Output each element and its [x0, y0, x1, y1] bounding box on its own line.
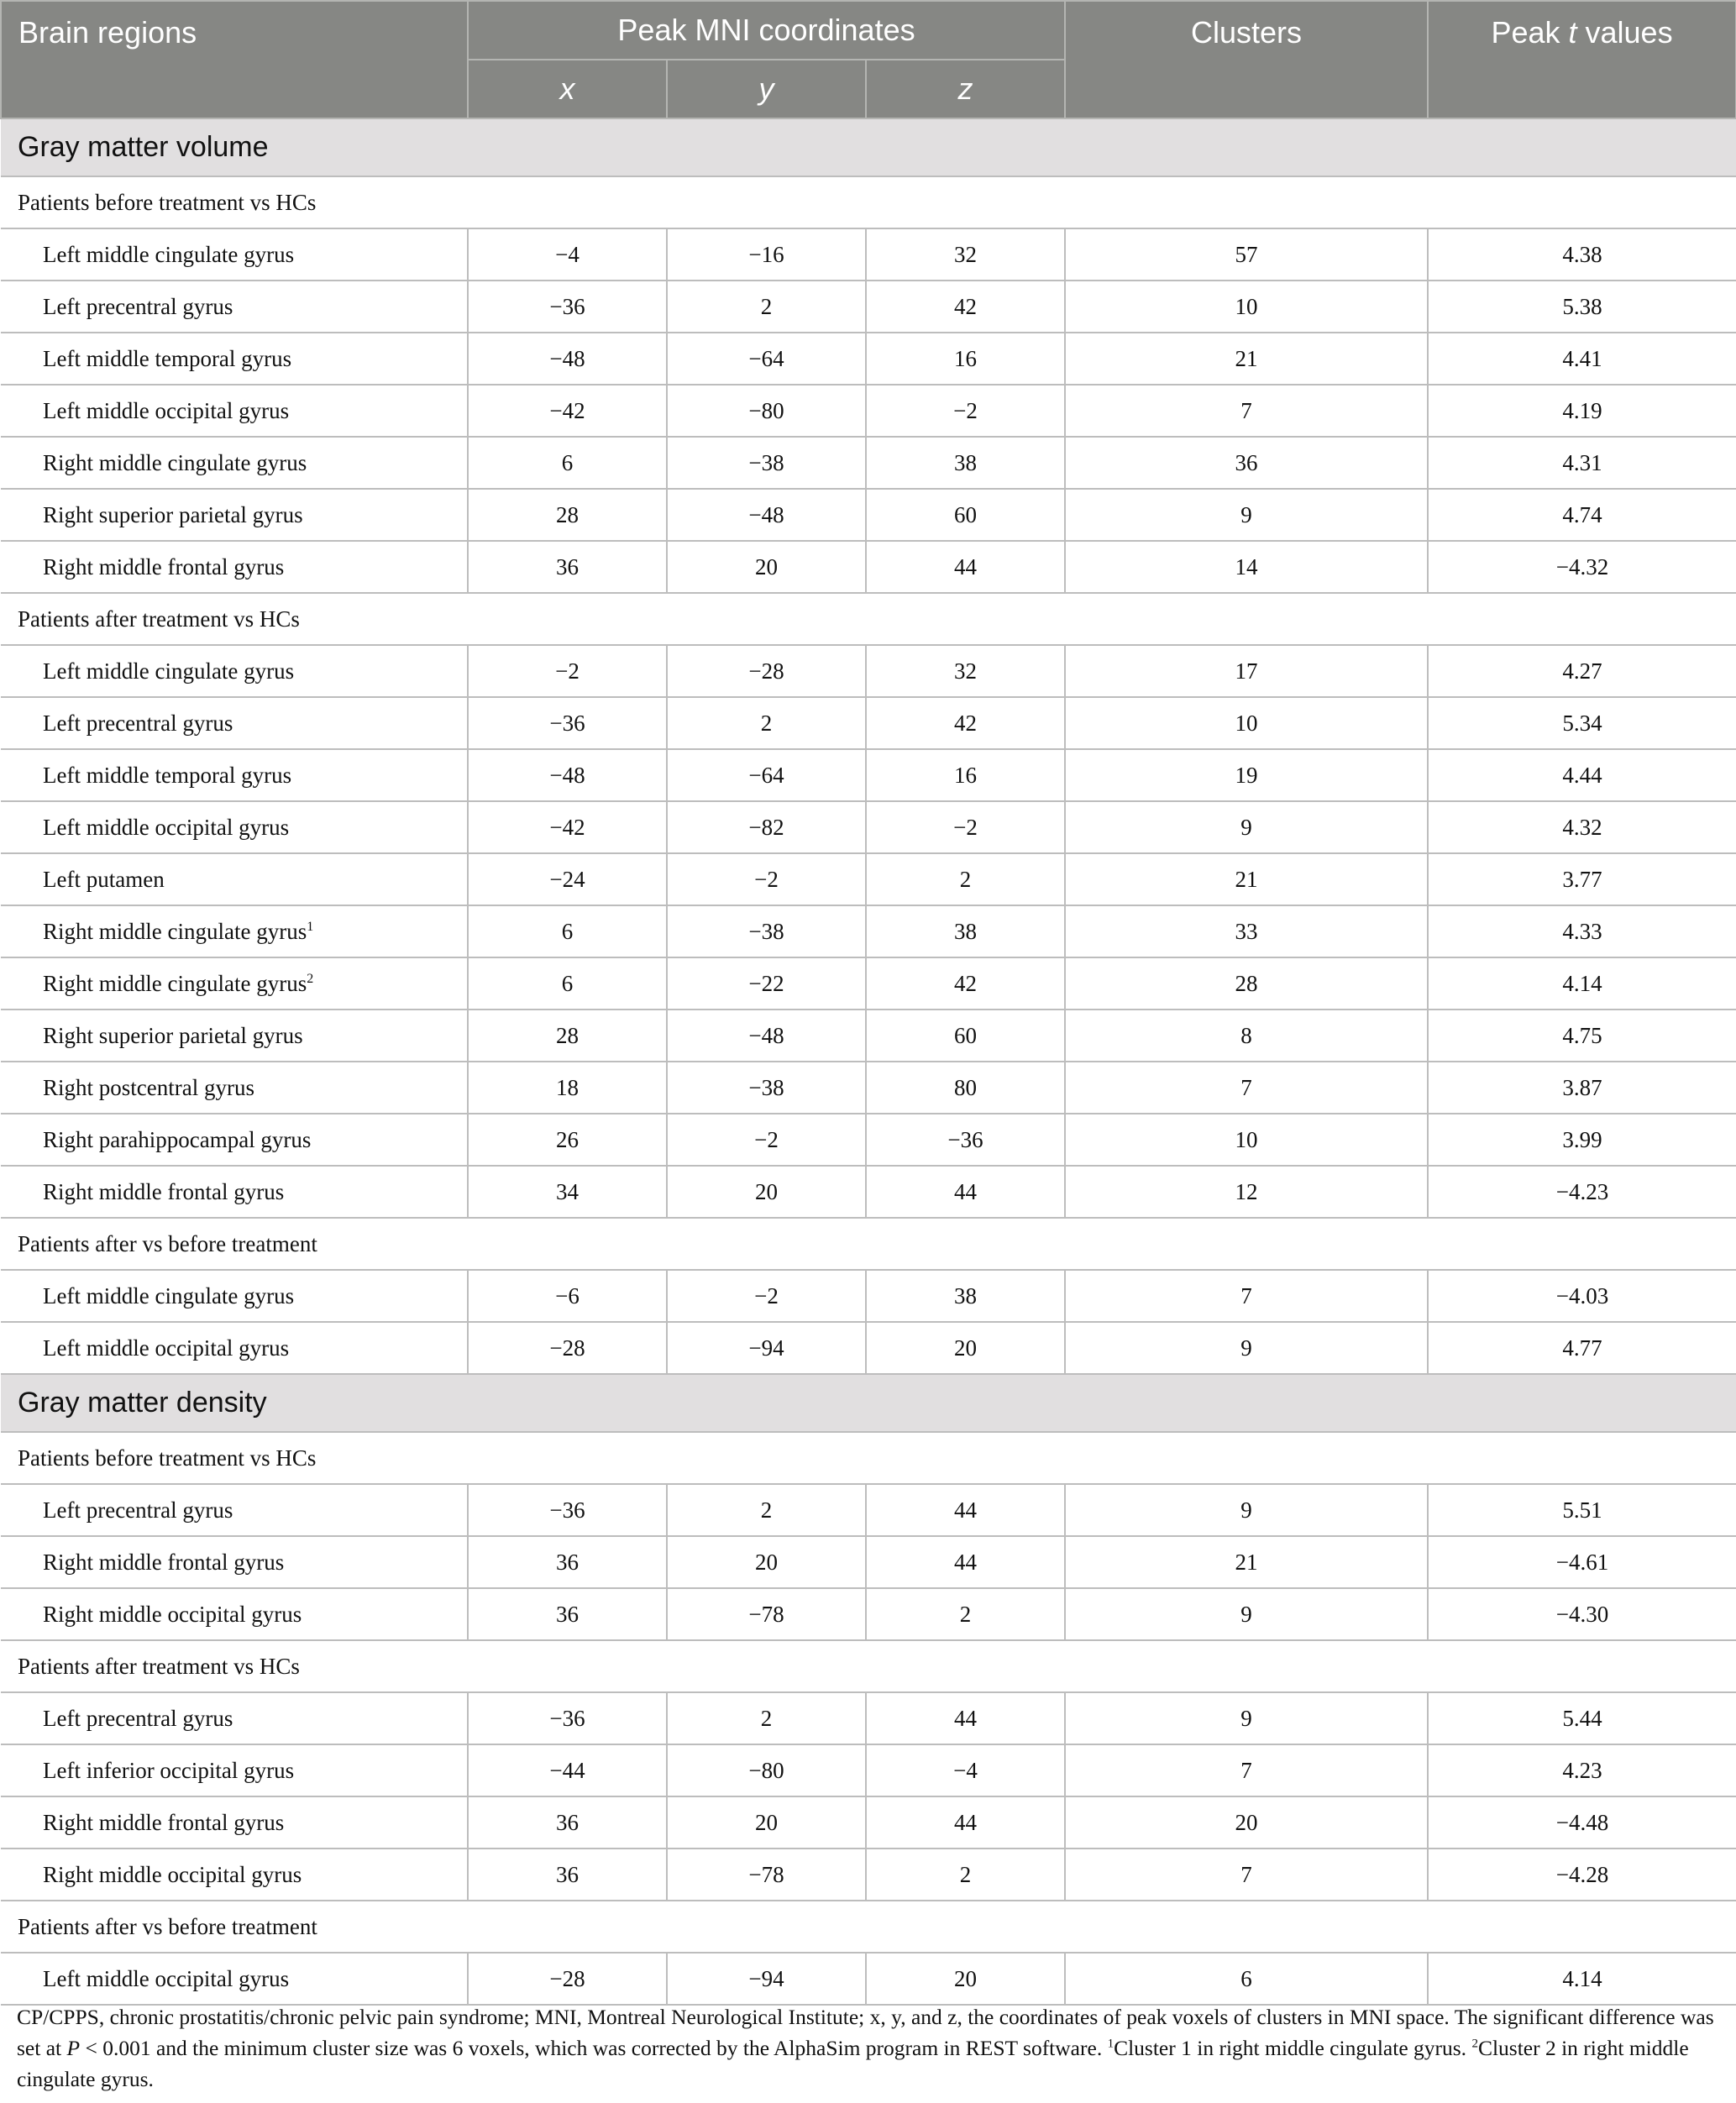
z-cell: 60 [866, 489, 1065, 541]
z-cell: 38 [866, 437, 1065, 489]
clusters-cell: 9 [1065, 489, 1428, 541]
z-cell: 44 [866, 1166, 1065, 1218]
y-cell: 20 [667, 541, 866, 593]
clusters-cell: 10 [1065, 281, 1428, 333]
table-header [1, 1, 1736, 118]
region-cell [1, 1322, 468, 1374]
t-value-cell: 3.99 [1428, 1114, 1736, 1166]
x-cell: 6 [468, 437, 667, 489]
t-value-cell: −4.23 [1428, 1166, 1736, 1218]
region-footnote-marker: 1 [307, 919, 314, 934]
header-clusters: Clusters [1065, 1, 1428, 118]
region-name: Right middle frontal gyrus [43, 1178, 285, 1204]
y-cell: 20 [667, 1796, 866, 1849]
region-cell [1, 853, 468, 905]
z-cell: 42 [866, 281, 1065, 333]
header-x: x [468, 60, 667, 118]
y-cell: −2 [667, 853, 866, 905]
table-row [1, 333, 1736, 385]
x-cell: −28 [468, 1953, 667, 2005]
clusters-cell: 7 [1065, 1849, 1428, 1901]
clusters-cell: 21 [1065, 333, 1428, 385]
group-label: Patients after treatment vs HCs [1, 593, 1736, 645]
table-footnote [17, 2001, 1722, 2095]
region-cell [1, 957, 468, 1010]
clusters-cell: 8 [1065, 1010, 1428, 1062]
region-name: Right middle cingulate gyrus [43, 918, 307, 944]
region-cell [1, 1270, 468, 1322]
header-y: y [667, 60, 866, 118]
z-cell: 32 [866, 228, 1065, 281]
y-cell: −78 [667, 1588, 866, 1640]
t-value-cell: 4.33 [1428, 905, 1736, 957]
table-row [1, 1270, 1736, 1322]
clusters-cell: 12 [1065, 1166, 1428, 1218]
y-cell: −82 [667, 801, 866, 853]
clusters-cell: 10 [1065, 1114, 1428, 1166]
region-name: Right postcentral gyrus [43, 1074, 254, 1100]
region-cell [1, 1953, 468, 2005]
y-cell: −2 [667, 1114, 866, 1166]
x-cell: 36 [468, 541, 667, 593]
table-row [1, 1114, 1736, 1166]
region-cell [1, 1062, 468, 1114]
region-cell [1, 1484, 468, 1536]
clusters-cell: 36 [1065, 437, 1428, 489]
z-cell: 42 [866, 957, 1065, 1010]
y-cell: −64 [667, 749, 866, 801]
header-peak-mni: Peak MNI coordinates [468, 1, 1065, 60]
region-name: Left middle temporal gyrus [43, 345, 292, 371]
table-row [1, 1062, 1736, 1114]
region-name: Left precentral gyrus [43, 1497, 233, 1523]
z-cell: 32 [866, 645, 1065, 697]
t-value-cell: −4.30 [1428, 1588, 1736, 1640]
table-row [1, 1166, 1736, 1218]
t-value-cell: −4.61 [1428, 1536, 1736, 1588]
clusters-cell: 10 [1065, 697, 1428, 749]
z-cell: −2 [866, 385, 1065, 437]
y-cell: −2 [667, 1270, 866, 1322]
table-row [1, 1322, 1736, 1374]
table-row [1, 697, 1736, 749]
x-cell: 36 [468, 1849, 667, 1901]
region-name: Right middle frontal gyrus [43, 1809, 285, 1835]
t-value-cell: 3.77 [1428, 853, 1736, 905]
t-value-cell: 4.19 [1428, 385, 1736, 437]
table-row [1, 228, 1736, 281]
region-name: Left middle cingulate gyrus [43, 241, 295, 267]
t-value-cell: 5.44 [1428, 1692, 1736, 1744]
region-name: Left middle occipital gyrus [43, 1965, 290, 1991]
z-cell: 80 [866, 1062, 1065, 1114]
clusters-cell: 28 [1065, 957, 1428, 1010]
region-name: Left precentral gyrus [43, 293, 233, 319]
clusters-cell: 7 [1065, 1744, 1428, 1796]
z-cell: 2 [866, 853, 1065, 905]
table-row [1, 1744, 1736, 1796]
z-cell: 42 [866, 697, 1065, 749]
x-cell: 36 [468, 1536, 667, 1588]
y-cell: −94 [667, 1953, 866, 2005]
region-cell [1, 1849, 468, 1901]
y-cell: 20 [667, 1536, 866, 1588]
t-value-cell: 5.38 [1428, 281, 1736, 333]
t-value-cell: 4.38 [1428, 228, 1736, 281]
x-cell: 34 [468, 1166, 667, 1218]
z-cell: 44 [866, 1796, 1065, 1849]
t-value-cell: 4.44 [1428, 749, 1736, 801]
table-row [1, 749, 1736, 801]
x-cell: 36 [468, 1588, 667, 1640]
table-row [1, 385, 1736, 437]
footnote-part3: Cluster 1 in right middle cingulate gyrus. [1114, 2036, 1472, 2060]
region-cell [1, 1744, 468, 1796]
region-name: Left inferior occipital gyrus [43, 1757, 295, 1783]
t-value-cell: −4.32 [1428, 541, 1736, 593]
group-label: Patients after vs before treatment [1, 1901, 1736, 1953]
region-cell [1, 1114, 468, 1166]
x-cell: −2 [468, 645, 667, 697]
header-brain-regions: Brain regions [1, 1, 468, 118]
y-cell: 20 [667, 1166, 866, 1218]
footnote-part1: CP/CPPS, chronic prostatitis/chronic pelvic pain syndrome; MNI, Montreal Neurological Institute; x, y, and z, the coordinates of peak voxels of clusters in MNI space. The significant difference was set at [17, 2005, 1714, 2060]
footnote-part2: < 0.001 and the minimum cluster size was 6 voxels, which was corrected by the AlphaSim program in REST software. [80, 2036, 1108, 2060]
header-peak-t [1428, 1, 1736, 118]
region-name: Right middle frontal gyrus [43, 553, 285, 580]
region-cell [1, 1588, 468, 1640]
z-cell: −36 [866, 1114, 1065, 1166]
group-row [1, 1640, 1736, 1692]
region-name: Right middle occipital gyrus [43, 1601, 302, 1627]
header-peak-t-post: values [1576, 15, 1673, 50]
region-name: Left middle occipital gyrus [43, 1335, 290, 1361]
z-cell: 16 [866, 333, 1065, 385]
group-label: Patients before treatment vs HCs [1, 176, 1736, 228]
footnote-sup2: 2 [1471, 2037, 1478, 2051]
x-cell: −24 [468, 853, 667, 905]
clusters-cell: 14 [1065, 541, 1428, 593]
group-row [1, 1432, 1736, 1484]
x-cell: −48 [468, 749, 667, 801]
section-row [1, 118, 1736, 176]
y-cell: −48 [667, 1010, 866, 1062]
group-label: Patients after vs before treatment [1, 1218, 1736, 1270]
clusters-cell: 9 [1065, 1692, 1428, 1744]
y-cell: 2 [667, 1484, 866, 1536]
clusters-cell: 57 [1065, 228, 1428, 281]
t-value-cell: 5.51 [1428, 1484, 1736, 1536]
x-cell: 26 [468, 1114, 667, 1166]
group-row [1, 1218, 1736, 1270]
y-cell: −48 [667, 489, 866, 541]
y-cell: −38 [667, 437, 866, 489]
region-name: Right middle cingulate gyrus [43, 449, 307, 475]
y-cell: −22 [667, 957, 866, 1010]
z-cell: 2 [866, 1849, 1065, 1901]
y-cell: −78 [667, 1849, 866, 1901]
group-row [1, 1901, 1736, 1953]
region-name: Right parahippocampal gyrus [43, 1126, 312, 1152]
x-cell: 6 [468, 957, 667, 1010]
region-cell [1, 1536, 468, 1588]
x-cell: −36 [468, 1692, 667, 1744]
table-row [1, 1953, 1736, 2005]
z-cell: −4 [866, 1744, 1065, 1796]
table-body [1, 118, 1736, 2005]
x-cell: −28 [468, 1322, 667, 1374]
region-cell [1, 333, 468, 385]
t-value-cell: −4.48 [1428, 1796, 1736, 1849]
table-row [1, 957, 1736, 1010]
table-row [1, 1010, 1736, 1062]
region-cell [1, 385, 468, 437]
clusters-cell: 9 [1065, 801, 1428, 853]
z-cell: 60 [866, 1010, 1065, 1062]
clusters-cell: 7 [1065, 385, 1428, 437]
y-cell: −80 [667, 1744, 866, 1796]
group-row [1, 593, 1736, 645]
region-cell [1, 697, 468, 749]
region-cell [1, 645, 468, 697]
t-value-cell: 4.75 [1428, 1010, 1736, 1062]
clusters-cell: 7 [1065, 1270, 1428, 1322]
z-cell: 20 [866, 1953, 1065, 2005]
group-label: Patients after treatment vs HCs [1, 1640, 1736, 1692]
x-cell: −48 [468, 333, 667, 385]
t-value-cell: 4.14 [1428, 957, 1736, 1010]
region-name: Right middle frontal gyrus [43, 1549, 285, 1575]
header-peak-t-pre: Peak [1491, 15, 1569, 50]
t-value-cell: 4.32 [1428, 801, 1736, 853]
region-name: Right middle cingulate gyrus [43, 970, 307, 996]
x-cell: −4 [468, 228, 667, 281]
table-row [1, 645, 1736, 697]
y-cell: −38 [667, 1062, 866, 1114]
clusters-cell: 17 [1065, 645, 1428, 697]
x-cell: −36 [468, 1484, 667, 1536]
group-label: Patients before treatment vs HCs [1, 1432, 1736, 1484]
region-name: Left putamen [43, 866, 165, 892]
t-value-cell: 4.23 [1428, 1744, 1736, 1796]
z-cell: 44 [866, 1536, 1065, 1588]
region-name: Right middle occipital gyrus [43, 1861, 302, 1887]
t-value-cell: 4.31 [1428, 437, 1736, 489]
y-cell: 2 [667, 1692, 866, 1744]
t-value-cell: 4.27 [1428, 645, 1736, 697]
x-cell: 28 [468, 1010, 667, 1062]
region-cell [1, 1692, 468, 1744]
region-name: Left middle cingulate gyrus [43, 1282, 295, 1308]
footnote-p: P [66, 2036, 81, 2060]
y-cell: −80 [667, 385, 866, 437]
x-cell: −36 [468, 697, 667, 749]
z-cell: 44 [866, 1484, 1065, 1536]
y-cell: −16 [667, 228, 866, 281]
region-cell [1, 749, 468, 801]
table-row [1, 1484, 1736, 1536]
clusters-cell: 33 [1065, 905, 1428, 957]
region-name: Left precentral gyrus [43, 710, 233, 736]
group-row [1, 176, 1736, 228]
region-name: Left precentral gyrus [43, 1705, 233, 1731]
region-name: Right superior parietal gyrus [43, 1022, 303, 1048]
region-cell [1, 801, 468, 853]
region-name: Left middle occipital gyrus [43, 814, 290, 840]
x-cell: −6 [468, 1270, 667, 1322]
section-title: Gray matter density [1, 1374, 1736, 1432]
t-value-cell: 4.41 [1428, 333, 1736, 385]
t-value-cell: 3.87 [1428, 1062, 1736, 1114]
y-cell: 2 [667, 697, 866, 749]
t-value-cell: 5.34 [1428, 697, 1736, 749]
region-footnote-marker: 2 [307, 971, 314, 986]
x-cell: −42 [468, 801, 667, 853]
x-cell: −42 [468, 385, 667, 437]
clusters-cell: 6 [1065, 1953, 1428, 2005]
z-cell: 16 [866, 749, 1065, 801]
z-cell: −2 [866, 801, 1065, 853]
region-cell [1, 1010, 468, 1062]
footnote-part4: Cluster 2 in right middle cingulate gyrus. [17, 2036, 1689, 2091]
y-cell: −64 [667, 333, 866, 385]
t-value-cell: 4.77 [1428, 1322, 1736, 1374]
region-name: Left middle occipital gyrus [43, 397, 290, 423]
table-row [1, 801, 1736, 853]
clusters-cell: 9 [1065, 1322, 1428, 1374]
z-cell: 2 [866, 1588, 1065, 1640]
footnote-sup1: 1 [1107, 2037, 1115, 2051]
t-value-cell: −4.28 [1428, 1849, 1736, 1901]
region-cell [1, 905, 468, 957]
table-row [1, 1849, 1736, 1901]
z-cell: 20 [866, 1322, 1065, 1374]
x-cell: 28 [468, 489, 667, 541]
table-row [1, 853, 1736, 905]
region-cell [1, 489, 468, 541]
y-cell: −28 [667, 645, 866, 697]
y-cell: −94 [667, 1322, 866, 1374]
table-row [1, 905, 1736, 957]
table-row [1, 1588, 1736, 1640]
section-row [1, 1374, 1736, 1432]
clusters-cell: 20 [1065, 1796, 1428, 1849]
table-row [1, 1536, 1736, 1588]
region-cell [1, 281, 468, 333]
clusters-cell: 9 [1065, 1484, 1428, 1536]
region-name: Right superior parietal gyrus [43, 501, 303, 527]
clusters-cell: 21 [1065, 1536, 1428, 1588]
table-row [1, 437, 1736, 489]
region-cell [1, 541, 468, 593]
t-value-cell: 4.74 [1428, 489, 1736, 541]
clusters-cell: 21 [1065, 853, 1428, 905]
table-row [1, 281, 1736, 333]
z-cell: 44 [866, 541, 1065, 593]
region-cell [1, 1166, 468, 1218]
table-row [1, 1692, 1736, 1744]
table-row [1, 1796, 1736, 1849]
t-value-cell: −4.03 [1428, 1270, 1736, 1322]
region-cell [1, 1796, 468, 1849]
t-value-cell: 4.14 [1428, 1953, 1736, 2005]
clusters-cell: 7 [1065, 1062, 1428, 1114]
x-cell: 6 [468, 905, 667, 957]
clusters-cell: 19 [1065, 749, 1428, 801]
x-cell: 36 [468, 1796, 667, 1849]
y-cell: 2 [667, 281, 866, 333]
z-cell: 38 [866, 905, 1065, 957]
x-cell: −36 [468, 281, 667, 333]
table-row [1, 489, 1736, 541]
region-name: Left middle temporal gyrus [43, 762, 292, 788]
region-cell [1, 228, 468, 281]
table-row [1, 541, 1736, 593]
header-z: z [866, 60, 1065, 118]
x-cell: −44 [468, 1744, 667, 1796]
header-peak-t-italic: t [1568, 15, 1577, 50]
region-name: Left middle cingulate gyrus [43, 658, 295, 684]
x-cell: 18 [468, 1062, 667, 1114]
z-cell: 44 [866, 1692, 1065, 1744]
region-cell [1, 437, 468, 489]
clusters-cell: 9 [1065, 1588, 1428, 1640]
z-cell: 38 [866, 1270, 1065, 1322]
section-title: Gray matter volume [1, 118, 1736, 176]
y-cell: −38 [667, 905, 866, 957]
